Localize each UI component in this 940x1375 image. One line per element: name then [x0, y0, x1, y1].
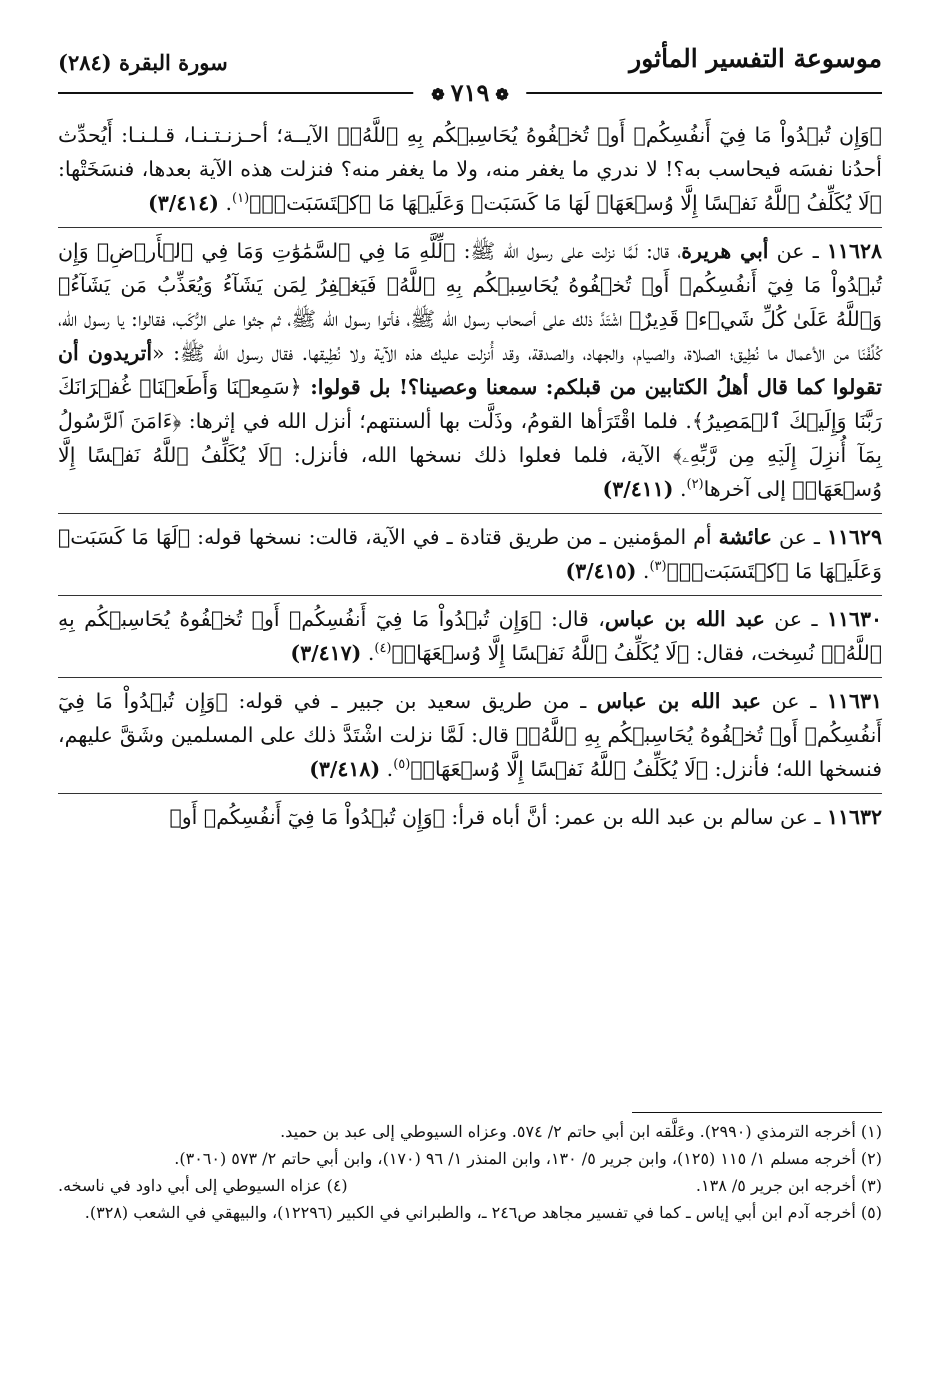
text-run: إلى آخرها	[703, 477, 793, 501]
quran-verse: ﴿لَا يُكَلِّفُ ٱللَّهُ نَفۡسًا إِلَّا وُسۡعَهَاۚ﴾	[391, 641, 690, 665]
quran-verse: ﴿وَإِن تُبۡدُواْ مَا فِيٓ أَنفُسِكُمۡ أَوۡ تُخۡفُوهُ يُحَاسِبۡكُم بِهِ ٱللَّهُۖ﴾	[58, 607, 882, 665]
hadith-number: ١١٦٣٠	[826, 607, 883, 631]
text-run: .	[361, 641, 375, 665]
text-run: ـ عن	[760, 689, 827, 713]
paragraph	[58, 595, 882, 670]
footnote-2: (٢) أخرجه مسلم ١/ ١١٥ (١٢٥)، وابن جرير ٥/ ١٣٠، وابن المنذر ١/ ٩٦ (١٧٠)، وابن أبي حاتم ٢/ ٥٧٣ (٣٠٦٠).	[174, 1149, 882, 1168]
text-run: .	[636, 559, 650, 583]
volume-reference: (٣/٤١٨)	[309, 757, 381, 781]
hadith-number: ١١٦٣١	[826, 689, 882, 713]
quran-verse: ﴿لَهَا مَا كَسَبَتۡ وَعَلَيۡهَا مَا ٱكۡتَسَبَتۡۗ﴾	[58, 525, 882, 583]
quran-verse: ﴿لَا يُكَلِّفُ ٱللَّهُ نَفۡسًا إِلَّا وُسۡعَهَاۚ﴾	[58, 443, 882, 501]
text-run: الآية، فلما فعلوا ذلك نسخها الله، فأنزل:	[281, 443, 673, 467]
bold-name: أبي هريرة	[681, 239, 769, 263]
quran-verse: ﴿وَإِن تُبۡدُواْ مَا فِيٓ أَنفُسِكُمۡ أَوۡ تُخۡفُوهُ يُحَاسِبۡكُم بِهِ ٱللَّهُۖ﴾	[58, 689, 883, 747]
page-header	[58, 40, 882, 118]
bold-name: عبد الله بن عباس	[604, 607, 765, 631]
page	[58, 40, 882, 834]
paragraph	[58, 513, 882, 588]
book-title: موسوعة التفسير المأثور	[629, 44, 882, 73]
page-number-group	[413, 78, 526, 107]
text-run: ـ عن	[772, 525, 827, 549]
quran-verse: ﴿ءَامَنَ ٱلرَّسُولُ بِمَآ أُنزِلَ إِلَيۡهِ مِن رَّبِّهِۦ﴾	[58, 409, 882, 467]
volume-reference: (٣/٤١٤)	[148, 191, 219, 215]
quran-verse: ﴿وَإِن تُبۡدُواْ مَا فِيٓ أَنفُسِكُمۡ أَوۡ	[169, 805, 445, 829]
text-run: ، قال:	[541, 607, 605, 631]
ornament-icon: ❁	[495, 85, 509, 104]
text-run: ـ من طريق سعيد بن جبير ـ في قوله:	[227, 689, 598, 713]
footnote-1: (١) أخرجه الترمذي (٢٩٩٠). وعَلَّقه ابن أبي حاتم ٢/ ٥٧٤. وعزاه السيوطي إلى عبد بن حميد.	[280, 1122, 882, 1141]
quran-verse: ﴿سَمِعۡنَا وَأَطَعۡنَاۖ غُفۡرَانَكَ رَبَّنَا وَإِلَيۡكَ ٱلۡمَصِيرُ﴾	[58, 375, 882, 433]
text-run: . فلما اقْتَرَأها القومُ، وذَلَّت بها ألسنتهم؛ أنزل الله في إثرها:	[181, 409, 692, 433]
footnote-ref: (٢)	[686, 477, 704, 493]
text-run: ـ عن	[768, 239, 827, 263]
footnote-3: (٣) أخرجه ابن جرير ٥/ ١٣٨.	[695, 1176, 882, 1195]
bold-name: عبد الله بن عباس	[597, 689, 761, 713]
body-text	[58, 118, 882, 834]
bold-name: عائشة	[718, 525, 773, 549]
footnote-ref: (٥)	[393, 757, 411, 773]
hadith-number: ١١٦٢٩	[826, 525, 882, 549]
text-run: اشْتَدَّ ذلك على أصحاب رسول الله ﷺ، فأتوا رسول الله ﷺ، ثم جثوا على الرُّكَب، فقالوا: يا رسول الله، كُلِّفْنَا من الأعمال ما نُطِيق؛ الصلاة، والصيام، والجهاد، والصدقة، وقد أُنزلت عليك هذه الآية ولا نُطِيقها. فقال رسول الله ﷺ: «	[58, 307, 882, 365]
quran-verse: ﴿لَا يُكَلِّفُ ٱللَّهُ نَفۡسًا إِلَّا وُسۡعَهَاۚ لَهَا مَا كَسَبَتۡ وَعَلَيۡهَا مَا ٱكۡتَسَبَتۡۗ﴾	[249, 191, 882, 215]
footnote-4: (٤) عزاه السيوطي إلى أبي داود في ناسخه.	[58, 1176, 348, 1195]
hadith-number: ١١٦٢٨	[826, 239, 882, 263]
text-run: ، قال: لَمَّا نزلت على رسول الله ﷺ:	[455, 239, 682, 263]
text-run: ـ عن	[764, 607, 827, 631]
page-number: ٧١٩	[450, 78, 490, 107]
volume-reference: (٣/٤١١)	[602, 477, 674, 501]
text-run: ـ عن سالم بن عبد الله بن عمر: أنَّ أباه قرأ:	[444, 805, 827, 829]
hadith-number: ١١٦٣٢	[826, 805, 882, 829]
volume-reference: (٣/٤١٧)	[290, 641, 362, 665]
footnote-ref: (٣)	[649, 559, 667, 575]
paragraph	[58, 227, 882, 506]
paragraph	[58, 793, 882, 834]
volume-reference: (٣/٤١٥)	[565, 559, 637, 583]
bold-name: أتريدون أن تقولوا كما قال أهلُ الكتابين من قبلكم: سمعنا وعصينا؟! بل قولوا:	[58, 341, 882, 399]
footnote-5: (٥) أخرجه آدم ابن أبي إياس ـ كما في تفسير مجاهد ص٢٤٦ ـ، والطبراني في الكبير (١٢٢٩٦)، والبيهقي في الشعب (٣٢٨).	[84, 1203, 882, 1222]
text-run: الآيــة؛ أحـزنـتـنـا، قـلـنـا: أَيُحدِّث أحدُنا نفسَه فيحاسب به؟! لا ندري ما يغفر منه، ولا ما يغفر منه؟ فنزلت هذه الآية بعدها، فنسَخَتْها:	[58, 123, 882, 181]
quran-verse: ﴿لَا يُكَلِّفُ ٱللَّهُ نَفۡسًا إِلَّا وُسۡعَهَاۚ﴾	[410, 757, 709, 781]
quran-verse: ﴿وَإِن تُبۡدُواْ مَا فِيٓ أَنفُسِكُمۡ أَوۡ تُخۡفُوهُ يُحَاسِبۡكُم بِهِ ٱللَّهُۖ﴾	[337, 123, 882, 147]
footnote-ref: (٤)	[374, 641, 392, 657]
footnote-separator	[632, 1112, 882, 1113]
paragraph	[58, 118, 882, 220]
footnote-row	[58, 1172, 882, 1199]
text-run: .	[380, 757, 394, 781]
text-run: .	[218, 191, 233, 215]
text-run: أم المؤمنين ـ من طريق قتادة ـ في الآية، قالت: نسخها قوله:	[190, 525, 719, 549]
text-run: .	[673, 477, 687, 501]
text-run: نُسِخت، فقال:	[689, 641, 822, 665]
paragraph	[58, 677, 882, 786]
text-run: قال: لَمَّا نزلت اشْتَدَّ ذلك على المسلمين وشَقَّ عليهم، فنسخها الله؛ فأنزل:	[58, 723, 882, 781]
ornament-icon: ❁	[431, 85, 445, 104]
quran-verse: ﴿لِّلَّهِ مَا فِي ٱلسَّمَٰوَٰتِ وَمَا فِي ٱلۡأَرۡضِۗ وَإِن تُبۡدُواْ مَا فِيٓ أَنفُسِكُمۡ أَوۡ تُخۡفُوهُ يُحَاسِبۡكُم بِهِ ٱللَّهُۖ فَيَغۡفِرُ لِمَن يَشَآءُ وَيُعَذِّبُ مَن يَشَآءُۗ وَٱللَّهُ عَلَىٰ كُلِّ شَيۡءٖ قَدِيرٌ﴾	[58, 239, 882, 331]
footnotes	[58, 1118, 882, 1226]
surah-label: سورة البقرة (٢٨٤)	[58, 50, 228, 75]
footnote-ref: (١)	[232, 191, 250, 207]
